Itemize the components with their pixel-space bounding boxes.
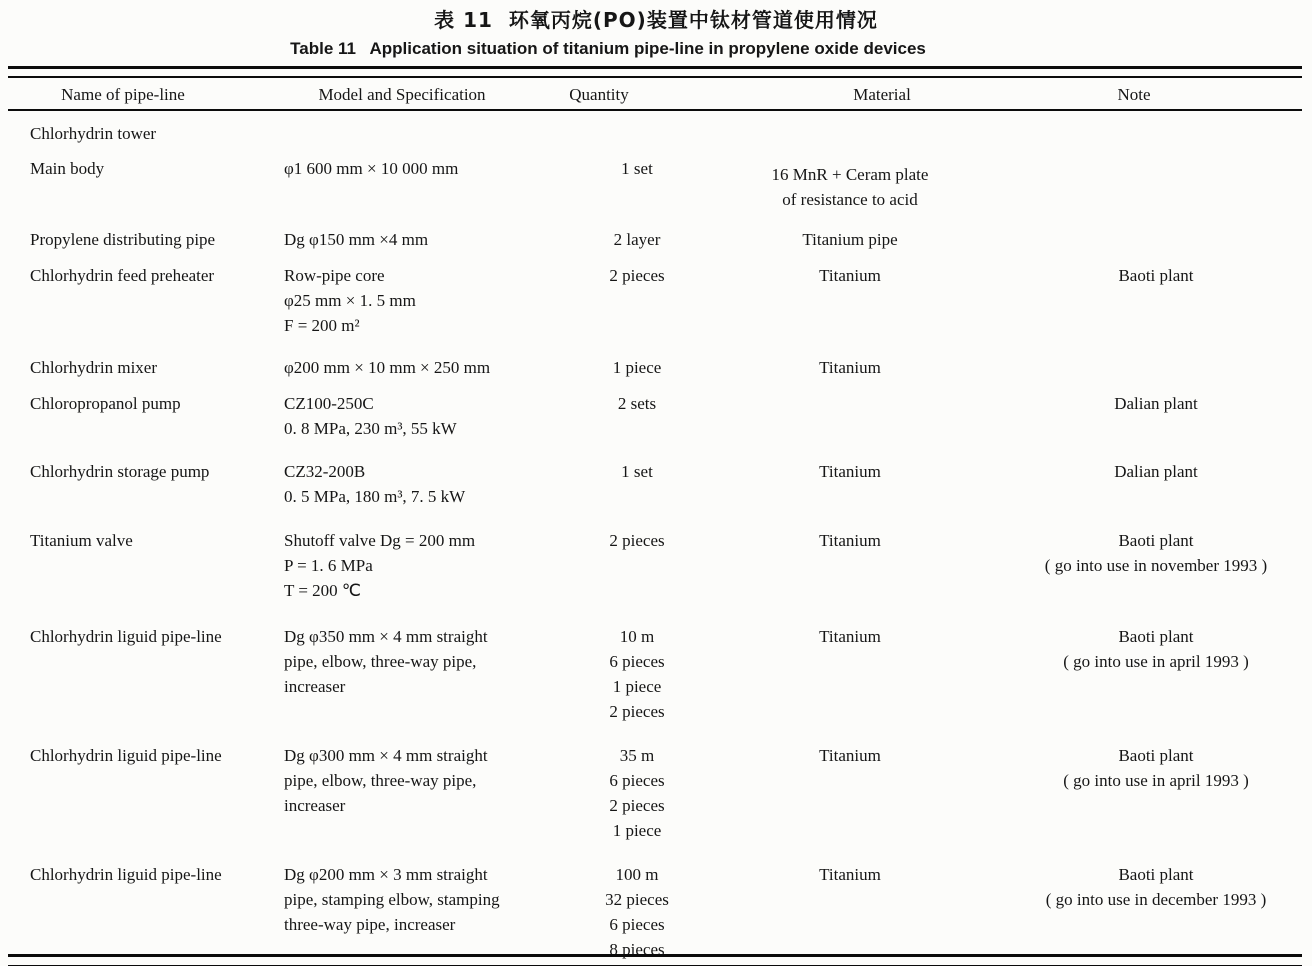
column-header-name: Name of pipe-line <box>61 85 185 104</box>
material-cell <box>690 528 1010 553</box>
table-bottom-rule <box>8 954 1302 966</box>
model-spec-cell <box>284 743 584 818</box>
note-cell <box>1010 459 1312 484</box>
pipe-line-name: Main body <box>30 159 105 178</box>
material-line: Titanium <box>819 358 881 377</box>
note-cell <box>1010 743 1312 793</box>
model-line: Row-pipe core <box>284 266 385 285</box>
material-line: Titanium <box>819 462 881 481</box>
quantity-line: 1 piece <box>612 821 662 840</box>
note-cell <box>1010 528 1312 578</box>
quantity-line: 1 piece <box>612 358 662 377</box>
quantity-line: 32 pieces <box>605 890 669 909</box>
model-spec-cell <box>284 227 584 252</box>
quantity-cell <box>584 862 690 962</box>
model-spec-cell <box>284 459 584 509</box>
quantity-cell <box>584 263 690 288</box>
table-body <box>0 111 1312 959</box>
note-line: Dalian plant <box>1114 394 1198 413</box>
table-title-english: Table 11 Application situation of titanium pipe-line in propylene oxide devices <box>290 39 926 58</box>
table-row <box>30 528 1312 624</box>
material-line: Titanium <box>819 266 881 285</box>
quantity-line: 1 set <box>621 159 653 178</box>
model-line: 0. 8 MPa, 230 m³, 55 kW <box>284 419 457 438</box>
model-line: Dg φ350 mm × 4 mm straight <box>284 627 488 646</box>
model-line: F = 200 m² <box>284 316 360 335</box>
table-title-chinese: 表 11 环氧丙烷(PO)装置中钛材管道使用情况 <box>434 8 878 32</box>
material-cell <box>690 862 1010 887</box>
note-cell <box>1010 391 1312 416</box>
pipe-line-name: Chlorhydrin liguid pipe-line <box>30 627 222 646</box>
material-line: 16 MnR + Ceram plate <box>771 165 929 184</box>
table-row <box>30 121 1312 156</box>
pipe-line-name: Chlorhydrin storage pump <box>30 462 210 481</box>
note-line: Baoti plant <box>1118 627 1194 646</box>
material-cell <box>690 227 1010 252</box>
quantity-cell <box>584 156 690 181</box>
note-line: Baoti plant <box>1118 531 1194 550</box>
model-spec-cell <box>284 391 584 441</box>
table-row <box>30 156 1312 227</box>
quantity-line: 6 pieces <box>609 771 665 790</box>
material-cell <box>690 355 1010 380</box>
note-line: Baoti plant <box>1118 865 1194 884</box>
quantity-cell <box>584 355 690 380</box>
model-line: φ200 mm × 10 mm × 250 mm <box>284 358 491 377</box>
model-line: Dg φ300 mm × 4 mm straight <box>284 746 488 765</box>
quantity-cell <box>584 528 690 553</box>
quantity-line: 2 pieces <box>609 796 665 815</box>
model-line: Shutoff valve Dg = 200 mm <box>284 531 476 550</box>
model-line: increaser <box>284 677 346 696</box>
note-line: ( go into use in december 1993 ) <box>1045 890 1267 909</box>
table-row <box>30 624 1312 743</box>
pipe-line-name: Propylene distributing pipe <box>30 230 216 249</box>
note-line: Baoti plant <box>1118 746 1194 765</box>
table-top-rule <box>8 66 1302 78</box>
quantity-line: 10 m <box>619 627 655 646</box>
note-line: ( go into use in november 1993 ) <box>1044 556 1268 575</box>
model-spec-cell <box>284 624 584 699</box>
model-line: pipe, stamping elbow, stamping <box>284 890 500 909</box>
note-line: ( go into use in april 1993 ) <box>1063 652 1249 671</box>
quantity-line: 2 pieces <box>609 702 665 721</box>
note-line: ( go into use in april 1993 ) <box>1063 771 1249 790</box>
note-line: Baoti plant <box>1118 266 1194 285</box>
pipe-line-name: Chloropropanol pump <box>30 394 181 413</box>
quantity-line: 2 layer <box>613 230 661 249</box>
note-cell <box>1010 624 1312 674</box>
table-row <box>30 459 1312 528</box>
material-cell <box>690 459 1010 484</box>
pipe-line-name: Chlorhydrin liguid pipe-line <box>30 746 222 765</box>
material-line: Titanium pipe <box>802 230 898 249</box>
column-header-quantity: Quantity <box>569 85 629 104</box>
quantity-line: 1 set <box>621 462 653 481</box>
quantity-cell <box>584 391 690 416</box>
quantity-line: 100 m <box>615 865 659 884</box>
model-line: P = 1. 6 MPa <box>284 556 373 575</box>
table-row <box>30 743 1312 862</box>
quantity-line: 1 piece <box>612 677 662 696</box>
quantity-line: 35 m <box>619 746 655 765</box>
table-row <box>30 355 1312 391</box>
model-line: pipe, elbow, three-way pipe, <box>284 771 477 790</box>
model-line: 0. 5 MPa, 180 m³, 7. 5 kW <box>284 487 466 506</box>
material-cell <box>690 156 1010 212</box>
quantity-cell <box>584 624 690 724</box>
model-spec-cell <box>284 528 584 603</box>
material-cell <box>690 743 1010 768</box>
quantity-line: 8 pieces <box>609 940 665 959</box>
material-line: Titanium <box>819 865 881 884</box>
quantity-cell <box>584 743 690 843</box>
pipe-line-name: Chlorhydrin mixer <box>30 358 158 377</box>
note-line: Dalian plant <box>1114 462 1198 481</box>
quantity-cell <box>584 227 690 252</box>
pipe-line-name: Chlorhydrin feed preheater <box>30 266 215 285</box>
quantity-line: 6 pieces <box>609 915 665 934</box>
model-line: three-way pipe, increaser <box>284 915 456 934</box>
table-row <box>30 263 1312 355</box>
material-line: Titanium <box>819 531 881 550</box>
table-row <box>30 227 1312 263</box>
material-line: of resistance to acid <box>782 190 918 209</box>
column-header-note: Note <box>1117 85 1151 104</box>
material-cell <box>690 263 1010 288</box>
pipe-line-name: Chlorhydrin tower <box>30 124 157 143</box>
model-line: T = 200 ℃ <box>284 581 362 600</box>
model-line: CZ100-250C <box>284 394 374 413</box>
note-cell <box>1010 263 1312 288</box>
table-row <box>30 862 1312 959</box>
model-line: φ25 mm × 1. 5 mm <box>284 291 416 310</box>
table-row <box>30 391 1312 459</box>
material-line: Titanium <box>819 746 881 765</box>
quantity-cell <box>584 459 690 484</box>
quantity-line: 2 pieces <box>609 266 665 285</box>
quantity-line: 6 pieces <box>609 652 665 671</box>
column-header-material: Material <box>853 85 911 104</box>
quantity-line: 2 sets <box>617 394 657 413</box>
pipe-line-name: Titanium valve <box>30 531 133 550</box>
model-line: CZ32-200B <box>284 462 366 481</box>
model-line: increaser <box>284 796 346 815</box>
table-header-row <box>0 82 1300 108</box>
model-spec-cell <box>284 862 584 937</box>
model-line: Dg φ150 mm ×4 mm <box>284 230 429 249</box>
model-spec-cell <box>284 263 584 338</box>
material-cell <box>690 624 1010 649</box>
material-line: Titanium <box>819 627 881 646</box>
model-line: Dg φ200 mm × 3 mm straight <box>284 865 488 884</box>
model-spec-cell <box>284 156 584 181</box>
pipe-line-name: Chlorhydrin liguid pipe-line <box>30 865 222 884</box>
model-line: φ1 600 mm × 10 000 mm <box>284 159 459 178</box>
model-spec-cell <box>284 355 584 380</box>
quantity-line: 2 pieces <box>609 531 665 550</box>
note-cell <box>1010 862 1312 912</box>
column-header-model: Model and Specification <box>318 85 486 104</box>
model-line: pipe, elbow, three-way pipe, <box>284 652 477 671</box>
